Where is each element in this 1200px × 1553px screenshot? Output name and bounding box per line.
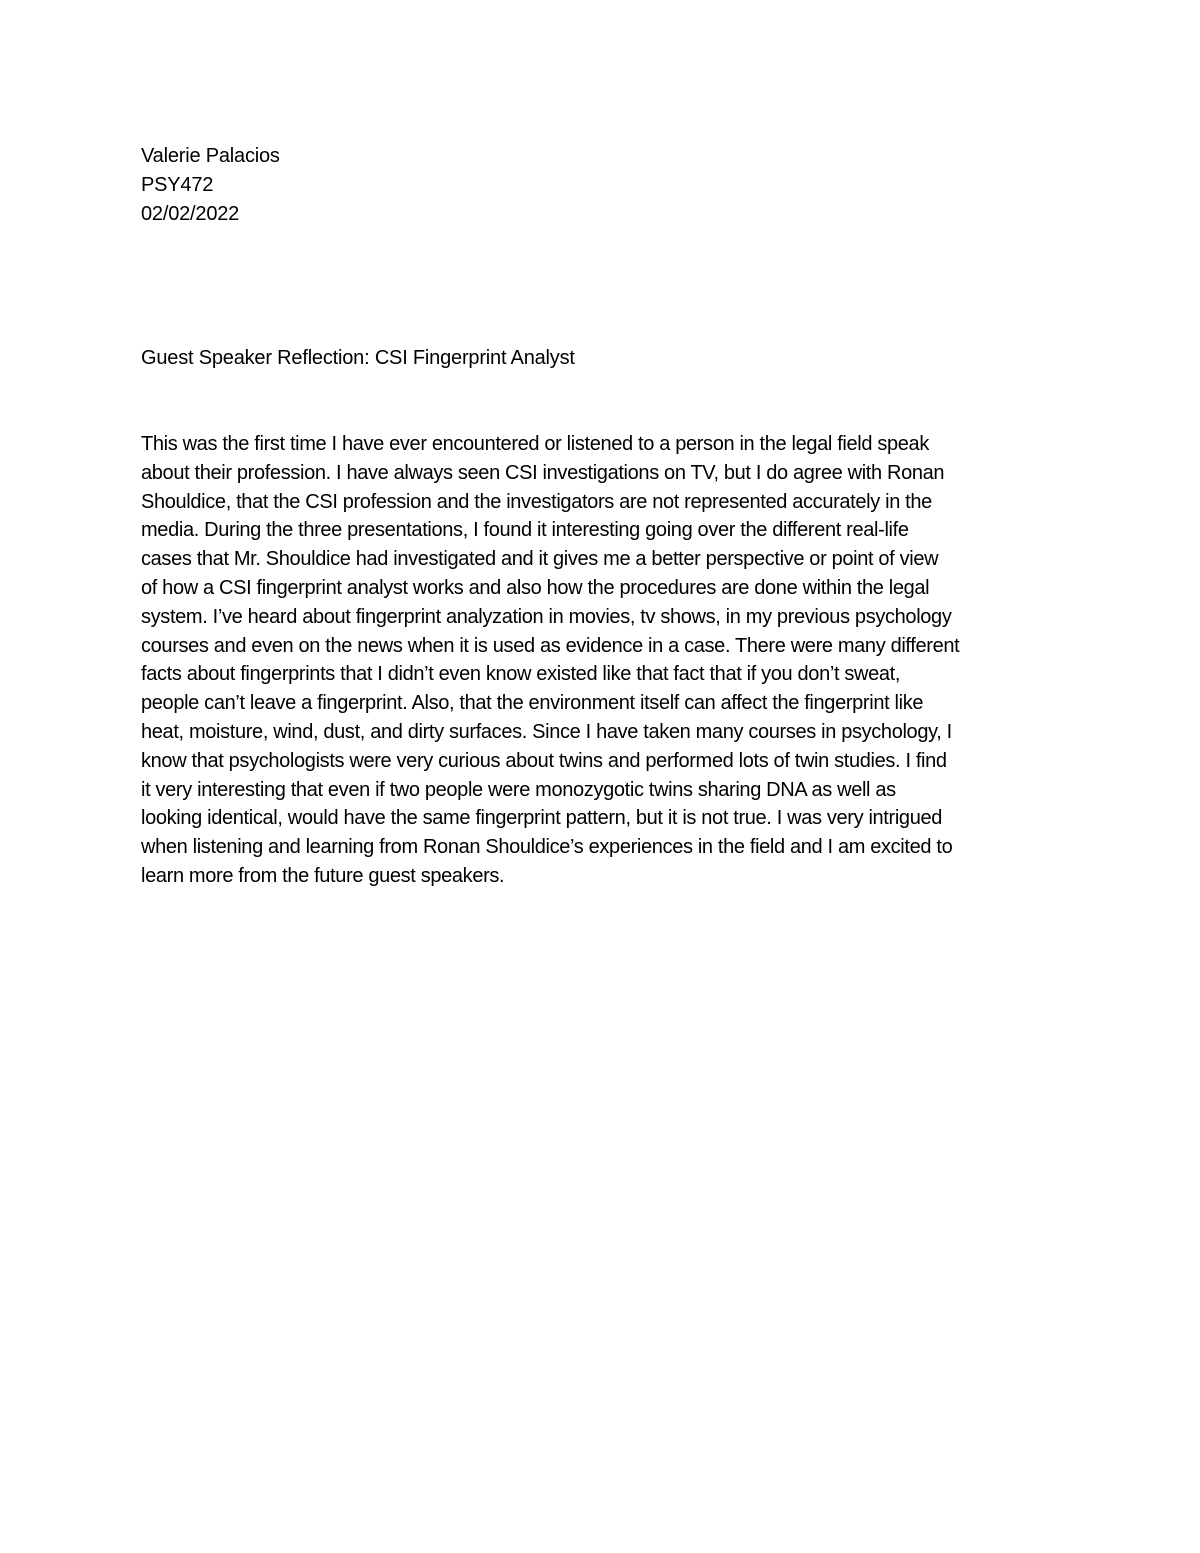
body-line: about their profession. I have always seen CSI investigations on TV, but I do agree with Ronan	[141, 461, 945, 484]
body-line: This was the first time I have ever encountered or listened to a person in the legal field speak	[141, 433, 929, 455]
document-header	[141, 142, 741, 229]
body-line: people can’t leave a fingerprint. Also, that the environment itself can affect the fingerprint like	[141, 692, 924, 715]
body-line: know that psychologists were very curious about twins and performed lots of twin studies. I find	[141, 749, 947, 772]
body-line: cases that Mr. Shouldice had investigated and it gives me a better perspective or point of view	[141, 548, 939, 571]
body-line: heat, moisture, wind, dust, and dirty surfaces. Since I have taken many courses in psychology, I	[141, 720, 952, 743]
body-line: looking identical, would have the same fingerprint pattern, but it is not true. I was very intrigued	[141, 807, 943, 830]
author-name: Valerie Palacios	[141, 145, 280, 167]
document-date: 02/02/2022	[141, 203, 240, 225]
body-line: learn more from the future guest speakers.	[141, 864, 505, 887]
body-line: when listening and learning from Ronan Shouldice’s experiences in the field and I am excited to	[141, 836, 953, 859]
body-line: Shouldice, that the CSI profession and the investigators are not represented accurately in the	[141, 490, 932, 513]
body-line: of how a CSI fingerprint analyst works and also how the procedures are done within the legal	[141, 576, 930, 599]
body-line: facts about fingerprints that I didn’t even know existed like that fact that if you don’t sweat,	[141, 663, 901, 686]
body-line: courses and even on the news when it is used as evidence in a case. There were many different	[141, 634, 960, 657]
body-line: media. During the three presentations, I found it interesting going over the different real-life	[141, 519, 909, 542]
body-paragraph	[141, 430, 1071, 891]
body-line: it very interesting that even if two people were monozygotic twins sharing DNA as well as	[141, 778, 896, 801]
course-code: PSY472	[141, 174, 214, 196]
body-line: system. I’ve heard about fingerprint analyzation in movies, tv shows, in my previous psychology	[141, 605, 952, 628]
document-title: Guest Speaker Reflection: CSI Fingerprint Analyst	[141, 347, 575, 369]
